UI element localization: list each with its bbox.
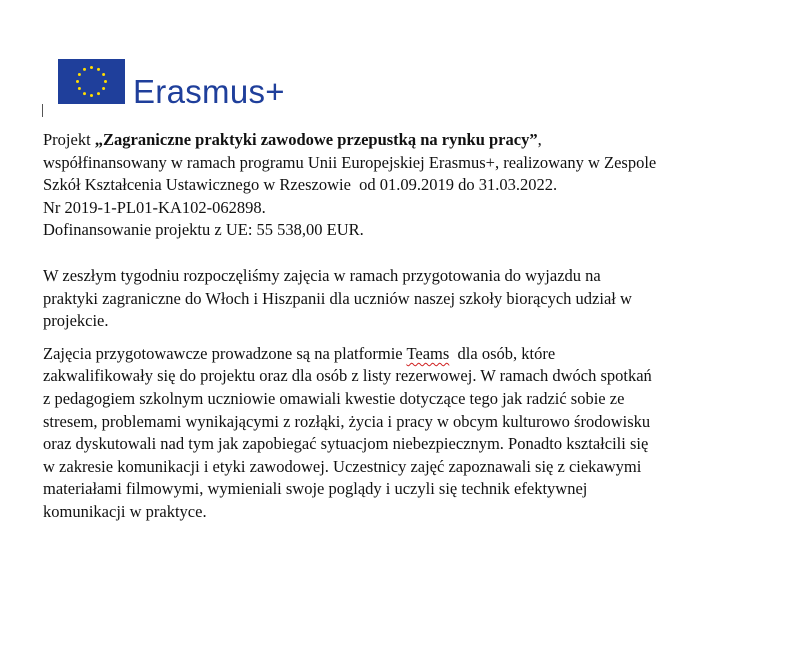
spellcheck-flagged-word[interactable]: Teams [406,343,450,363]
paragraph-line: projekcie. [43,311,109,331]
paragraph-details [43,343,773,524]
erasmus-wordmark: Erasmus+ [133,73,285,110]
paragraph-line: komunikacji w praktyce. [43,501,207,521]
project-number: Nr 2019-1-PL01-KA102-062898. [43,197,266,217]
eu-flag-icon [58,59,125,104]
paragraph-line: W zeszłym tygodniu rozpoczęliśmy zajęcia w ramach przygotowania do wyjazdu na [43,265,601,285]
paragraph-line: z pedagogiem szkolnym uczniowie omawiali kwestie dotyczące tego jak radzić sobie ze [43,388,625,408]
paragraph-line: materiałami filmowymi, wymieniali swoje poglądy i uczyli się technik efektywnej [43,479,588,499]
project-info [43,129,773,242]
paragraph-line: stresem, problemami wynikającymi z rozłąki, życia i pracy w obcym kulturowo środowisku [43,411,651,431]
paragraph-line: zakwalifikowały się do projektu oraz dla osób z listy rezerwowej. W ramach dwóch spotkań [43,366,652,386]
paragraph-line: praktyki zagraniczne do Włoch i Hiszpanii dla uczniów naszej szkoły biorących udział w [43,288,632,308]
school-dates-line: Szkół Kształcenia Ustawicznego w Rzeszowie od 01.09.2019 do 31.03.2022. [43,175,558,195]
text-cursor [42,104,43,117]
project-title: „Zagraniczne praktyki zawodowe przepustką na rynku pracy” [94,130,538,149]
paragraph-line: oraz dyskutowali nad tym jak zapobiegać sytuacjom niebezpiecznym. Ponadto kształcili się [43,434,649,454]
document-body [43,129,773,524]
funding-line: współfinansowany w ramach programu Unii Europejskiej Erasmus+, realizowany w Zespole [43,152,657,172]
paragraph-line: w zakresie komunikacji i etyki zawodowej. Uczestnicy zajęć zapoznawali się z ciekawymi [43,456,642,476]
erasmus-logo [58,59,285,110]
paragraph-intro [43,265,773,333]
project-title-line: Projekt „Zagraniczne praktyki zawodowe przepustką na rynku pracy”, [43,130,542,149]
paragraph-line: Zajęcia przygotowawcze prowadzone są na platformie Teams dla osób, które [43,343,556,363]
eu-funding-amount: Dofinansowanie projektu z UE: 55 538,00 EUR. [43,220,364,240]
